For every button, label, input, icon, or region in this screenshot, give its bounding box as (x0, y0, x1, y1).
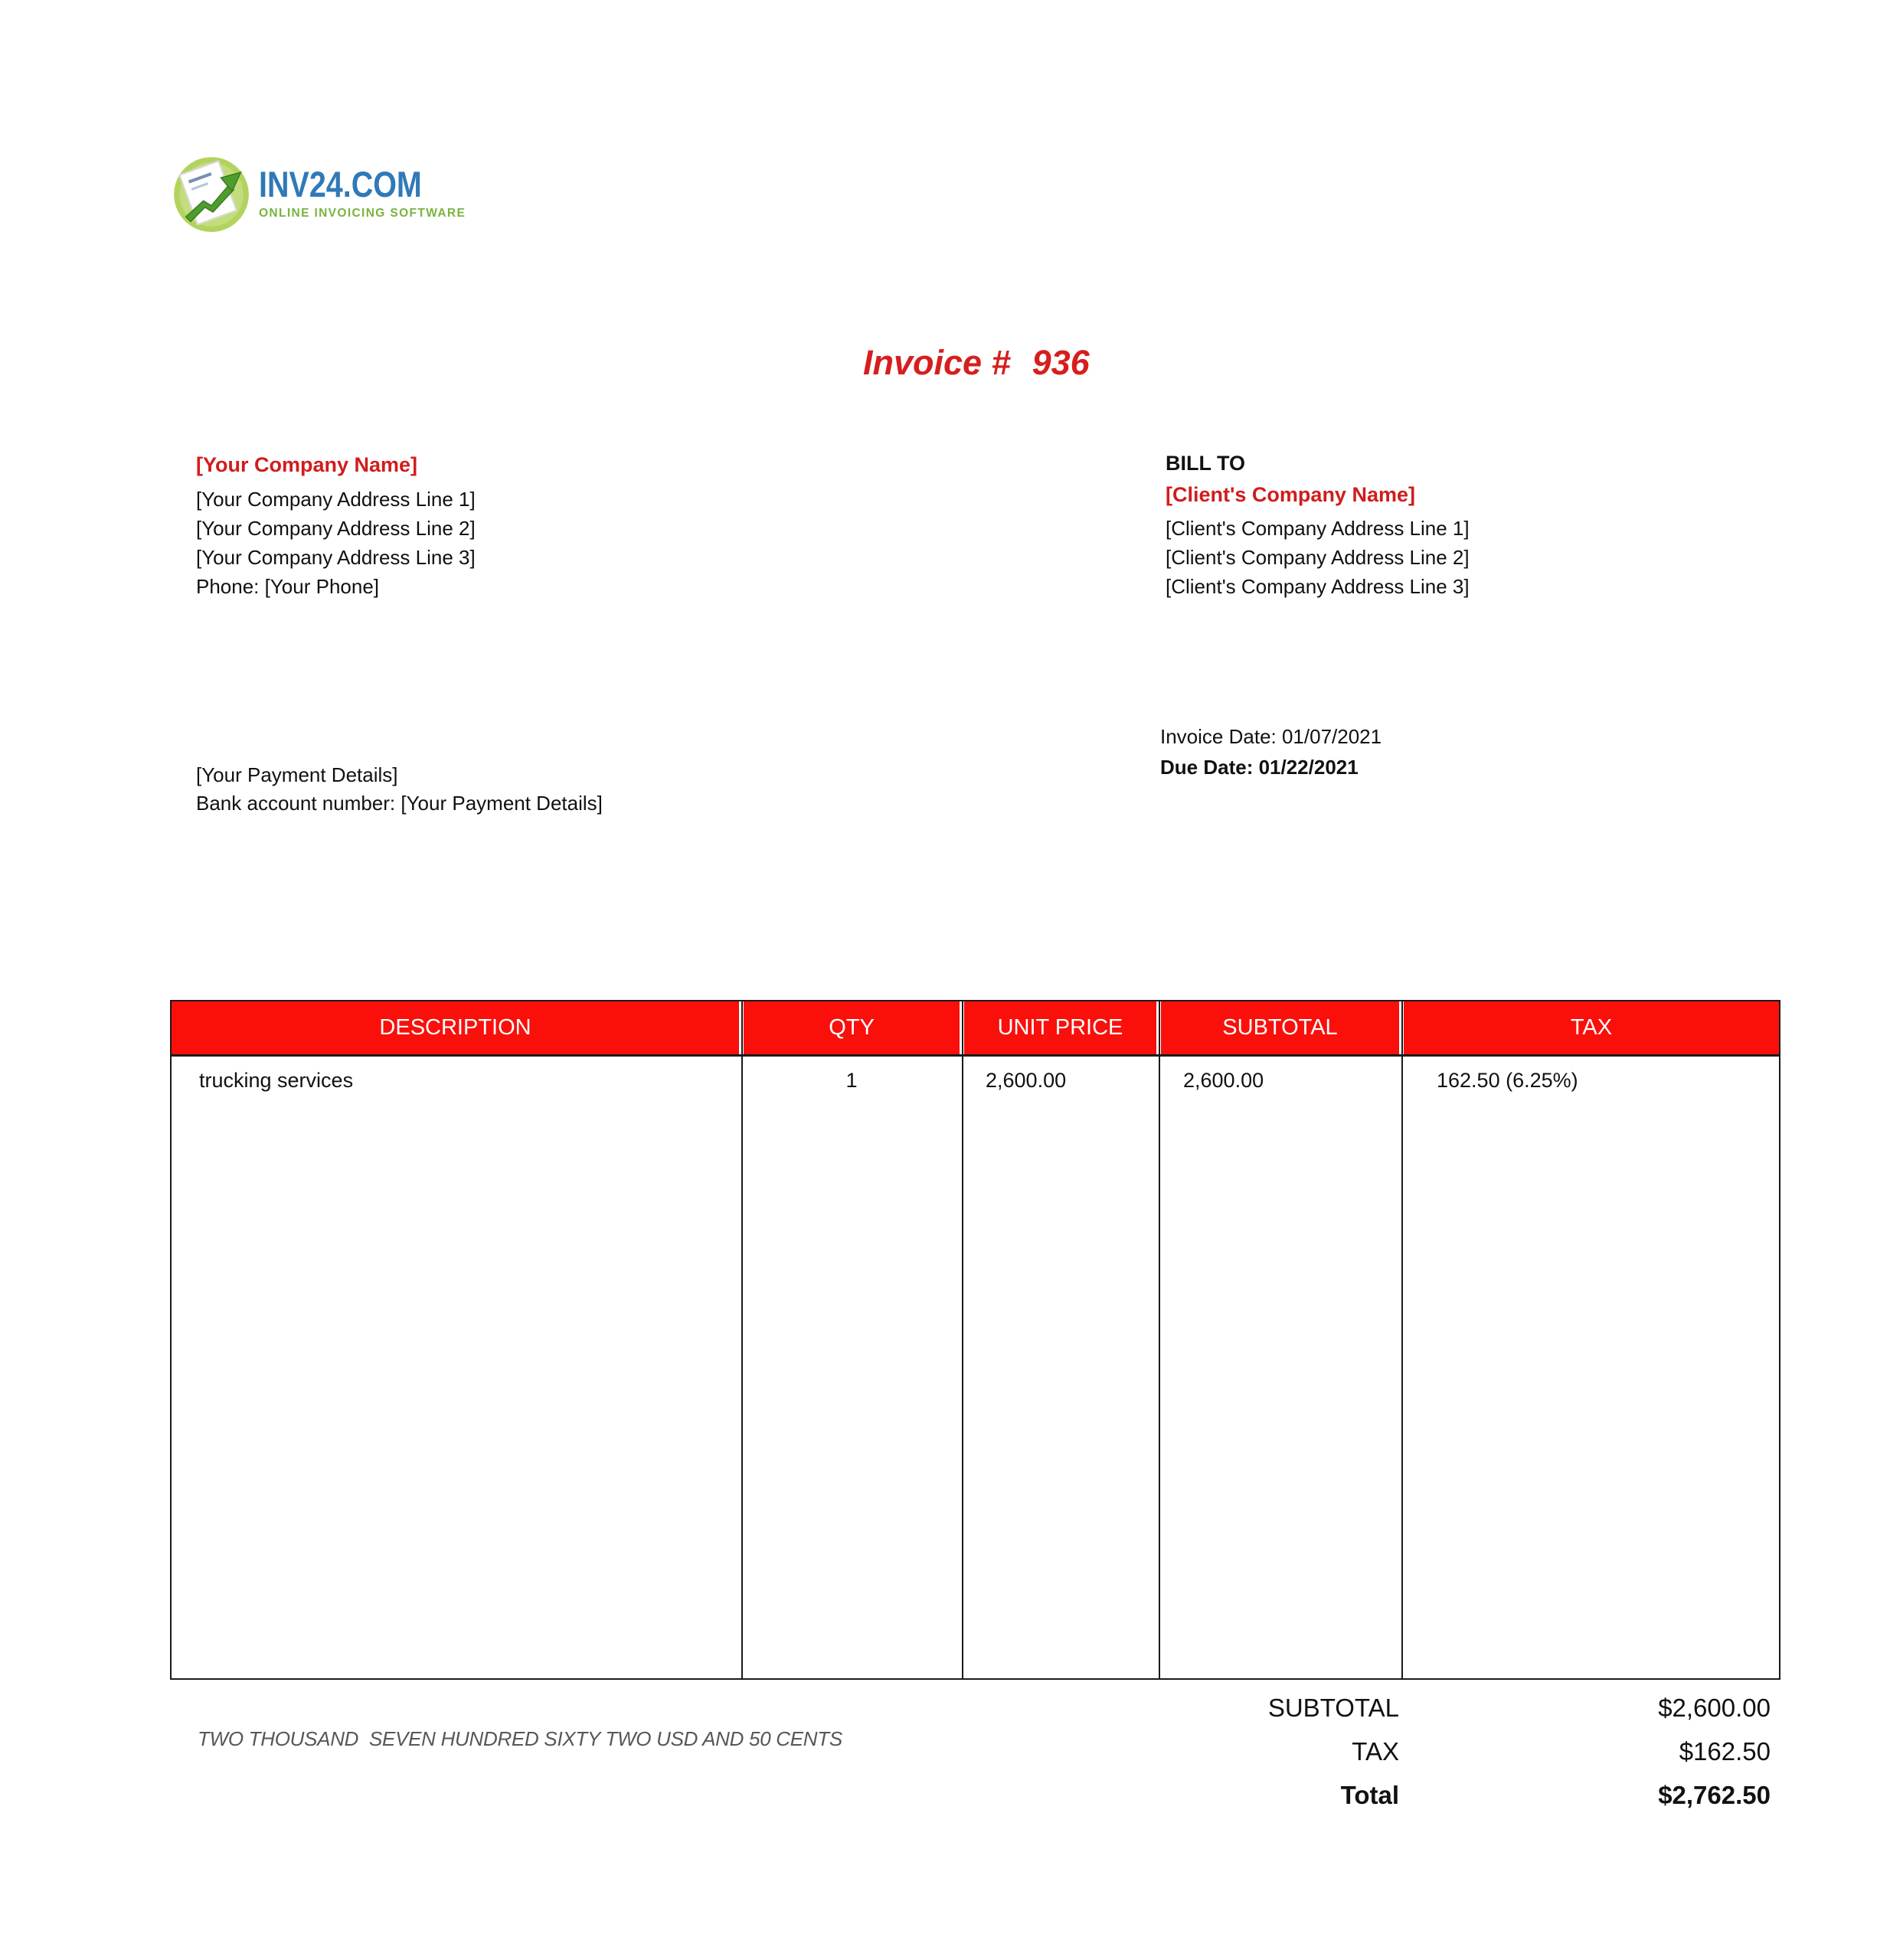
total-label: Total (1340, 1780, 1399, 1809)
brand-name: INV24.COM (259, 164, 422, 204)
summary-row-tax (1149, 1730, 1771, 1773)
invoice-arrow-icon (172, 153, 251, 233)
table-column-divider (741, 1001, 743, 1678)
summary-row-subtotal (1149, 1686, 1771, 1730)
cell-qty: 1 (845, 1069, 858, 1092)
brand-tagline: ONLINE INVOICING SOFTWARE (259, 207, 466, 220)
subtotal-value: $2,600.00 (1658, 1693, 1771, 1722)
seller-address-line-1: [Your Company Address Line 1] (196, 488, 476, 511)
cell-subtotal: 2,600.00 (1183, 1069, 1264, 1092)
table-column-divider (1401, 1001, 1403, 1678)
items-table (170, 1000, 1780, 1680)
cell-tax: 162.50 (6.25%) (1437, 1069, 1578, 1092)
client-address-line-3: [Client's Company Address Line 3] (1166, 575, 1470, 598)
header-tax: TAX (1404, 1001, 1779, 1054)
seller-address-line-3: [Your Company Address Line 3] (196, 546, 476, 569)
table-row (172, 1057, 1779, 1678)
due-date: Due Date: 01/22/2021 (1160, 756, 1359, 779)
header-qty: QTY (744, 1001, 960, 1054)
logo-text (259, 166, 472, 220)
tax-label: TAX (1352, 1736, 1399, 1766)
invoice-title-prefix: Invoice # (863, 343, 1011, 382)
dates-block (1160, 721, 1382, 782)
bill-to-block (1166, 449, 1470, 601)
invoice-date: Invoice Date: 01/07/2021 (1160, 725, 1382, 748)
table-column-divider (1159, 1001, 1160, 1678)
cell-description: trucking services (199, 1069, 354, 1092)
seller-company-name: [Your Company Name] (196, 453, 418, 476)
cell-unit-price: 2,600.00 (986, 1069, 1067, 1092)
payment-details-line-2: Bank account number: [Your Payment Details] (196, 792, 603, 815)
bill-to-heading: BILL TO (1166, 452, 1246, 475)
seller-address-line-2: [Your Company Address Line 2] (196, 517, 476, 540)
subtotal-label: SUBTOTAL (1267, 1693, 1399, 1722)
table-column-divider (962, 1001, 963, 1678)
invoice-title (863, 343, 1090, 383)
client-address-line-2: [Client's Company Address Line 2] (1166, 546, 1470, 569)
client-company-name: [Client's Company Name] (1166, 483, 1415, 506)
seller-block (196, 450, 476, 601)
tax-value: $162.50 (1679, 1736, 1771, 1766)
client-address-line-1: [Client's Company Address Line 1] (1166, 517, 1470, 540)
header-description: DESCRIPTION (172, 1001, 739, 1054)
payment-details-line-1: [Your Payment Details] (196, 763, 398, 786)
items-table-header-row (172, 1001, 1779, 1057)
total-value: $2,762.50 (1658, 1780, 1771, 1809)
header-unit-price: UNIT PRICE (964, 1001, 1156, 1054)
payment-details-block (196, 761, 603, 818)
seller-phone: Phone: [Your Phone] (196, 575, 380, 598)
totals-summary (1149, 1686, 1771, 1817)
inv24-logo (172, 153, 472, 233)
amount-in-words: TWO THOUSAND SEVEN HUNDRED SIXTY TWO USD AND 50 CENTS (198, 1727, 842, 1750)
invoice-number: 936 (1032, 343, 1090, 382)
header-subtotal: SUBTOTAL (1161, 1001, 1399, 1054)
summary-row-total (1149, 1773, 1771, 1817)
